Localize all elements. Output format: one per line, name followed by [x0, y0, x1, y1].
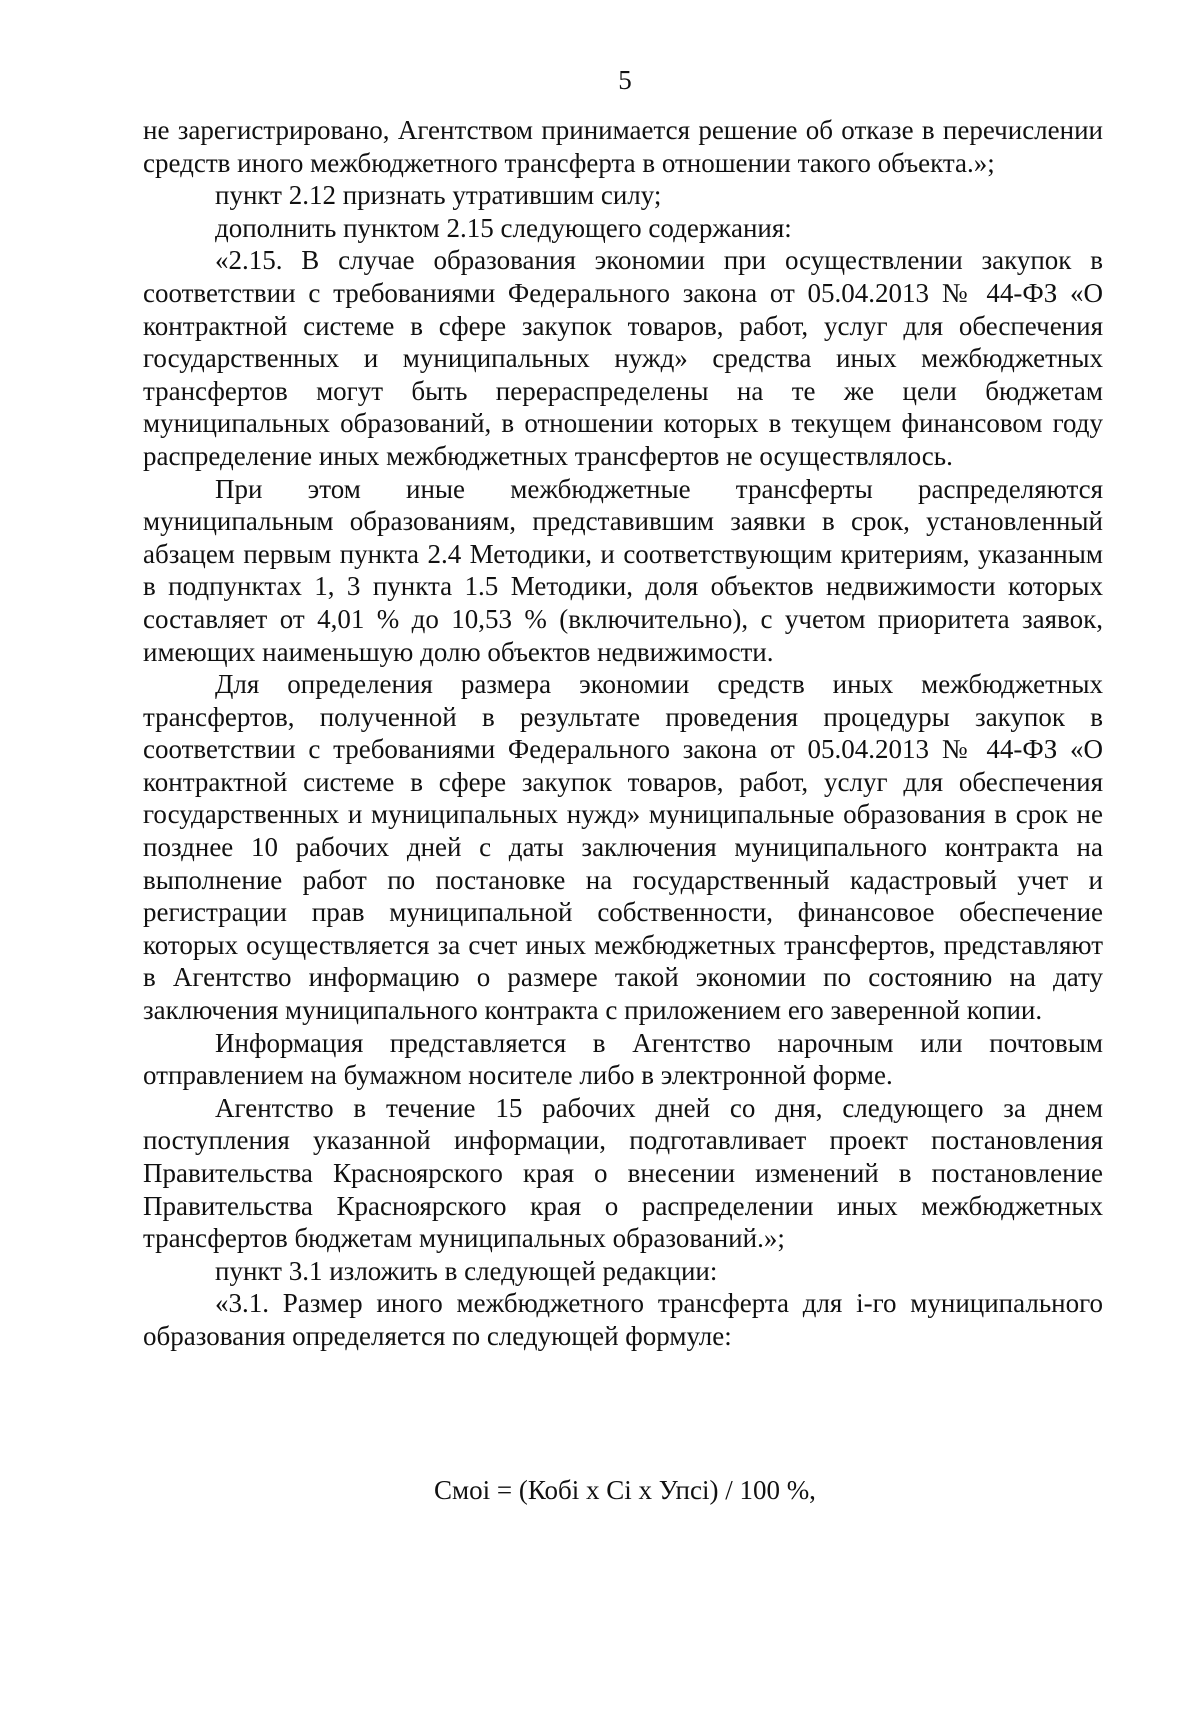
document-body	[143, 114, 1103, 1353]
paragraph-distribution: При этом иные межбюджетные трансферты распределяются муниципальным образованиям, представившим заявки в срок, установленный абзацем первым пункта 2.4 Методики, и соответствующим критериям, указанным в подпунктах 1, 3 пункта 1.5 Методики, доля объектов недвижимости которых составляет от 4,01 % до 10,53 % (включительно), с учетом приоритета заявок, имеющих наименьшую долю объектов недвижимости.	[143, 473, 1103, 667]
paragraph-2-15: «2.15. В случае образования экономии при осуществлении закупок в соответствии с требованиями Федерального закона от 05.04.2013 № 44-ФЗ «О контрактной системе в сфере закупок товаров, работ, услуг для обеспечения государственных и муниципальных нужд» средства иных межбюджетных трансфертов могут быть перераспределены на те же цели бюджетам муниципальных образований, в отношении которых в текущем финансовом году распределение иных межбюджетных трансфертов не осуществлялось.	[143, 245, 1103, 471]
paragraph-agency-preparation: Агентство в течение 15 рабочих дней со дня, следующего за днем поступления указанной информации, подготавливает проект постановления Правительства Красноярского края о внесении изменений в постановление Правительства Красноярского края о распределении иных межбюджетных трансфертов бюджетам муниципальных образований.»;	[143, 1092, 1103, 1254]
page-number: 5	[618, 65, 632, 95]
formula: Смоi = (Кобi x Ci x Упсi) / 100 %,	[434, 1475, 816, 1505]
paragraph-3-1: «3.1. Размер иного межбюджетного трансферта для i-го муниципального образования определяется по следующей формуле:	[143, 1288, 1103, 1351]
paragraph-continuation: не зарегистрировано, Агентством принимается решение об отказе в перечислении средств иного межбюджетного трансферта в отношении такого объекта.»;	[143, 115, 1103, 178]
paragraph-item-2-12: пункт 2.12 признать утратившим силу;	[215, 180, 662, 211]
paragraph-information-submission: Информация представляется в Агентство нарочным или почтовым отправлением на бумажном носителе либо в электронной форме.	[143, 1027, 1103, 1091]
paragraph-add-2-15: дополнить пунктом 2.15 следующего содержания:	[215, 212, 792, 243]
paragraph-savings-determination: Для определения размера экономии средств иных межбюджетных трансфертов, полученной в результате проведения процедуры закупок в соответствии с требованиями Федерального закона от 05.04.2013 № 44-ФЗ «О контрактной системе в сфере закупок товаров, работ, услуг для обеспечения государственных и муниципальных нужд» муниципальные образования в срок не позднее 10 рабочих дней с даты заключения муниципального контракта на выполнение работ по постановке на государственный кадастровый учет и регистрации прав муниципальной собственности, финансовое обеспечение которых осуществляется за счет иных межбюджетных трансфертов, представляют в Агентство информацию о размере такой экономии по состоянию на дату заключения муниципального контракта с приложением его заверенной копии.	[143, 669, 1103, 1026]
paragraph-item-3-1: пункт 3.1 изложить в следующей редакции:	[215, 1255, 718, 1286]
